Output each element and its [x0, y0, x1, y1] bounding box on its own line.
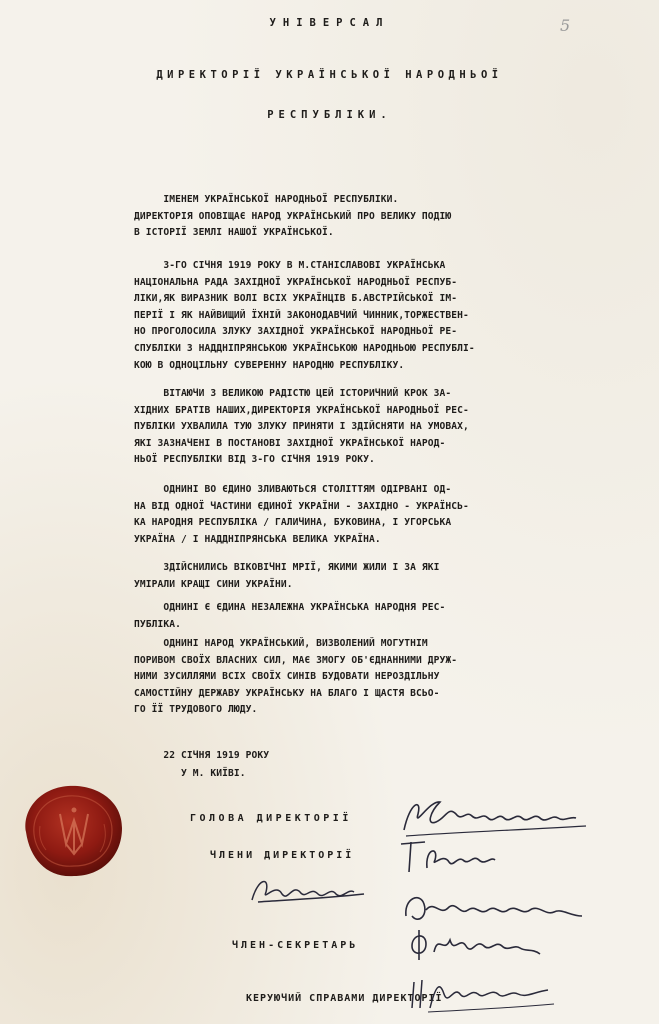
archive-page-number: 5 [560, 16, 571, 35]
secretary-label: ЧЛЕН-СЕКРЕТАРЬ [232, 940, 359, 951]
secretary-signature [408, 924, 548, 968]
date-line: 22 СІЧНЯ 1919 РОКУ [134, 750, 270, 761]
paragraph-3: ВІТАЮЧИ З ВЕЛИКОЮ РАДІСТЮ ЦЕЙ ІСТОРИЧНИЙ КРОК ЗА- ХІДНИХ БРАТІВ НАШИХ,ДИРЕКТОРІЯ УКРАЇНСЬКОЇ НАРОДНЬОЇ РЕС- ПУБЛІКИ УХВАЛИЛА ТУЮ ЗЛУКУ ПРИНЯТИ І ЗДІЙСНЯТИ НА УМОВАХ, ЯКІ ЗАЗНАЧЕНІ В ПОСТАНОВІ ЗАХІДНОЇ УКРАЇНСЬКОЇ НАРОД- НЬОЇ РЕСПУБЛІКИ ВІД 3-ГО СІЧНЯ 1919 РОКУ. [134, 388, 469, 466]
member-signature-2 [248, 872, 368, 912]
affairs-label: КЕРУЮЧИЙ СПРАВАМИ ДИРЕКТОРІЇ [246, 993, 443, 1004]
document-subtitle: ДИРЕКТОРІЇ УКРАЇНСЬКОЇ НАРОДНЬОЇ [156, 69, 503, 81]
member-signature-1 [395, 838, 505, 882]
chair-label: ГОЛОВА ДИРЕКТОРІЇ [190, 813, 352, 824]
document-subtitle-continued: РЕСПУБЛІКИ. [267, 109, 392, 121]
place-line: У М. КИЇВІ. [134, 768, 246, 779]
paragraph-7: ОДНИНІ НАРОД УКРАЇНСЬКИЙ, ВИЗВОЛЕНИЙ МОГУТНІМ ПОРИВОМ СВОЇХ ВЛАСНИХ СИЛ, МАЄ ЗМОГУ ОБ'ЄДНАННИМИ ДРУЖ- НИМИ ЗУСИЛЛЯМИ ВСІХ СВОЇХ СИНІВ БУДОВАТИ НЕРОЗДІЛЬНУ САМОСТІЙНУ ДЕРЖАВУ УКРАЇНСЬКУ НА БЛАГО І ЩАСТЯ ВСЬО- ГО ЇЇ ТРУДОВОГО ЛЮДУ. [134, 638, 458, 716]
paragraph-4: ОДНИНІ ВО ЄДИНО ЗЛИВАЮТЬСЯ СТОЛІТТЯМ ОДІРВАНІ ОД- НА ВІД ОДНОЇ ЧАСТИНИ ЄДИНОЇ УКРАЇНИ - ЗАХІДНО - УКРАЇНСЬ- КА НАРОДНЯ РЕСПУБЛІКА / ГАЛИЧИНА, БУКОВИНА, І УГОРСЬКА УКРАЇНА / І НАДДНІПРЯНСЬКА ВЕЛИКА УКРАЇНА. [134, 484, 469, 545]
paragraph-1: ІМЕНЕМ УКРАЇНСЬКОЇ НАРОДНЬОЇ РЕСПУБЛІКИ. ДИРЕКТОРІЯ ОПОВІЩАЄ НАРОД УКРАЇНСЬКИЙ ПРО ВЕЛИКУ ПОДІЮ В ІСТОРІЇ ЗЕМЛІ НАШОЇ УКРАЇНСЬКОЇ. [134, 194, 452, 239]
paragraph-5: ЗДІЙСНИЛИСЬ ВІКОВІЧНІ МРІЇ, ЯКИМИ ЖИЛИ І ЗА ЯКІ УМІРАЛИ КРАЩІ СИНИ УКРАЇНИ. [134, 562, 440, 590]
members-label: ЧЛЕНИ ДИРЕКТОРІЇ [210, 850, 355, 861]
wax-seal [18, 780, 128, 884]
affairs-signature [408, 972, 558, 1022]
paragraph-6: ОДНИНІ Є ЄДИНА НЕЗАЛЕЖНА УКРАЇНСЬКА НАРОДНЯ РЕС- ПУБЛІКА. [134, 602, 446, 630]
paragraph-2: 3-ГО СІЧНЯ 1919 РОКУ В М.СТАНІСЛАВОВІ УКРАЇНСЬКА НАЦІОНАЛЬНА РАДА ЗАХІДНОЇ УКРАЇНСЬКОЇ НАРОДНЬОЇ РЕСПУБ- ЛІКИ,ЯК ВИРАЗНИК ВОЛІ ВСІХ УКРАЇНЦІВ Б.АВСТРІЙСЬКОЇ ІМ- ПЕРІЇ І ЯК НАЙВИЩИЙ ЇХНІЙ ЗАКОНОДАВЧИЙ ЧИННИК,ТОРЖЕСТВЕН- НО ПРОГОЛОСИЛА ЗЛУКУ ЗАХІДНОЇ УКРАЇНСЬКОЇ НАРОДНЬОЇ РЕ- СПУБЛІКИ З НАДДНІПРЯНСЬКОЮ УКРАЇНСЬКОЮ НАРОДНЬОЮ РЕСПУБЛІ- КОЮ В ОДНОЦІЛЬНУ СУВЕРЕННУ НАРОДНЮ РЕСПУБЛІКУ. [134, 260, 475, 371]
document-title: УНІВЕРСАЛ [269, 17, 390, 29]
